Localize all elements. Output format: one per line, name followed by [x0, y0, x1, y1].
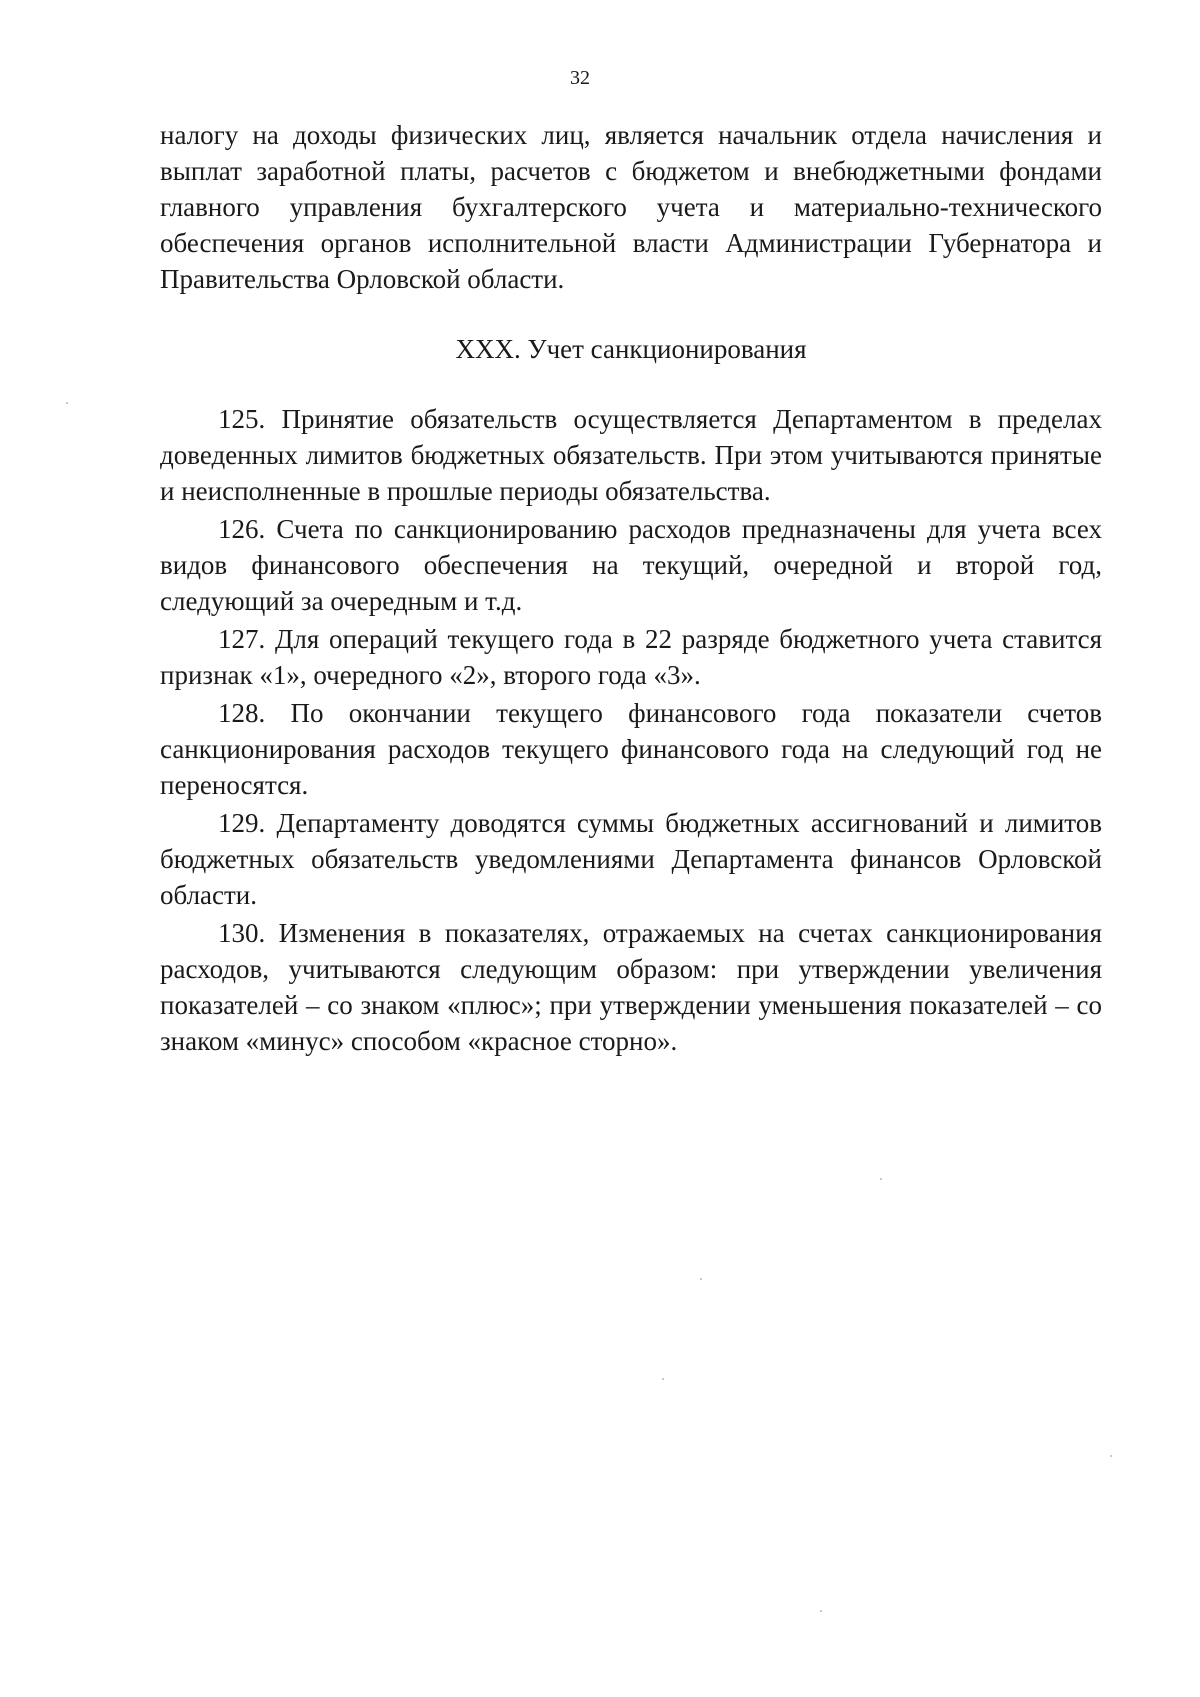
paragraph-125: 125. Принятие обязательств осуществляется Департаментом в пределах доведенных лимитов бюджетных обязательств. При этом учитываются принятые и неисполненные в прошлые периоды обязательства. [160, 404, 1102, 506]
scan-speck [1110, 1455, 1112, 1457]
paragraph-129: 129. Департаменту доводятся суммы бюджетных ассигнований и лимитов бюджетных обязательств уведомлениями Департамента финансов Орловской области. [160, 808, 1102, 910]
opening-paragraph: налогу на доходы физических лиц, является начальник отдела начисления и выплат заработной платы, расчетов с бюджетом и внебюджетными фондами главного управления бухгалтерского учета и материально-технического обеспечения органов исполнительной власти Администрации Губернатора и Правительства Орловской области. [160, 120, 1102, 294]
scan-speck [880, 1178, 882, 1180]
paragraph-126: 126. Счета по санкционированию расходов предназначены для учета всех видов финансового обеспечения на текущий, очередной и второй год, следующий за очередным и т.д. [160, 514, 1102, 616]
paragraph-127: 127. Для операций текущего года в 22 разряде бюджетного учета ставится признак «1», очередного «2», второго года «3». [160, 624, 1102, 690]
page-number: 32 [570, 67, 590, 89]
paragraph-130: 130. Изменения в показателях, отражаемых на счетах санкционирования расходов, учитываются следующим образом: при утверждении увеличения показателей – со знаком «плюс»; при утверждении уменьшения показателей – со знаком «минус» способом «красное сторно». [160, 918, 1102, 1056]
document-body [160, 117, 1102, 1061]
scan-speck [66, 402, 68, 404]
scan-speck [700, 1278, 702, 1280]
scan-speck [820, 1610, 822, 1612]
section-heading: XXX. Учет санкционирования [455, 334, 807, 364]
scan-speck [662, 1378, 664, 1380]
paragraph-128: 128. По окончании текущего финансового года показатели счетов санкционирования расходов текущего финансового года на следующий год не переносятся. [160, 698, 1102, 800]
